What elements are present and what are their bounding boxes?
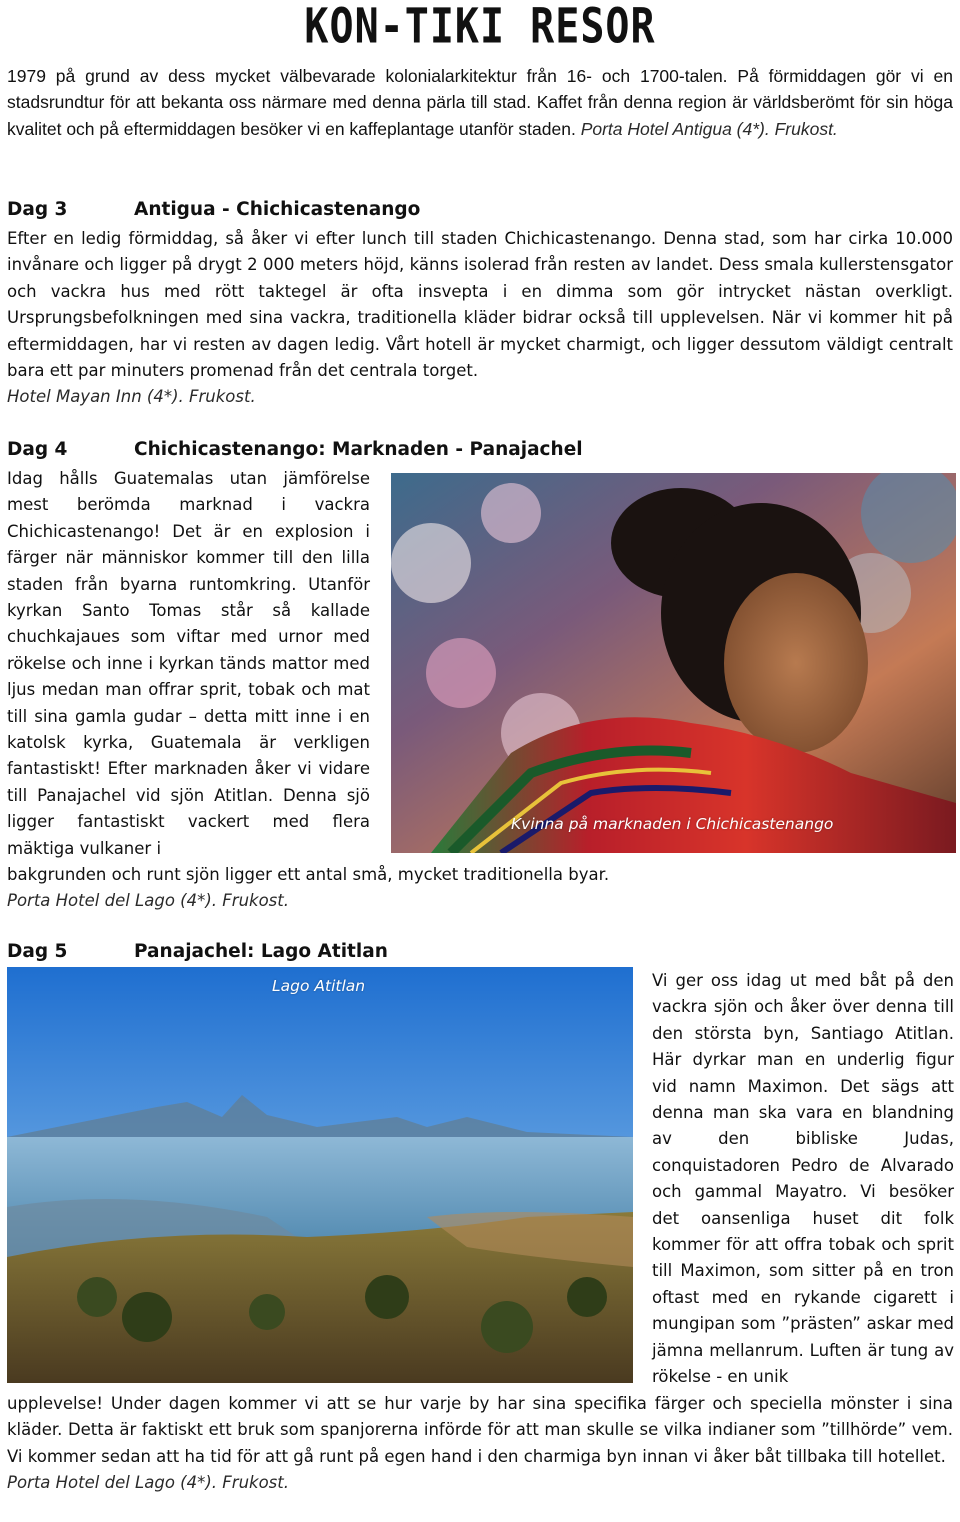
day4-heading — [7, 439, 583, 460]
lake-photo-caption: Lago Atitlan — [272, 977, 366, 995]
day4-hotel: Porta Hotel del Lago (4*). Frukost. — [7, 891, 289, 911]
day5-hotel: Porta Hotel del Lago (4*). Frukost. — [7, 1473, 289, 1493]
market-woman-image — [391, 473, 956, 853]
day3-label: Dag 3 — [7, 199, 68, 220]
brand-logo: KON-TIKI RESOR — [304, 0, 656, 55]
day3-hotel: Hotel Mayan Inn (4*). Frukost. — [7, 387, 256, 407]
intro-hotel: Porta Hotel Antigua (4*). Frukost. — [580, 118, 838, 139]
day5-heading — [7, 941, 388, 962]
day5-full-text: upplevelse! Under dagen kommer vi att se hur varje by har sina specifika färger och speciella mönster i sina kläder. Detta är faktiskt ett bruk som spanjorerna införde för att man skulle se vilka indianer som ”tillhörde” vem. Vi kommer sedan att ha tid för att gå runt på egen hand i den charmiga byn innan vi åker båt tillbaka till hotellet. Porta Hotel del Lago (4*). Frukost. — [7, 1394, 953, 1493]
market-photo-caption: Kvinna på marknaden i Chichicastenango — [511, 815, 834, 833]
day3-heading — [7, 199, 420, 220]
day4-title: Chichicastenango: Marknaden - Panajachel — [134, 439, 583, 460]
market-woman-photo — [391, 473, 956, 853]
intro-paragraph — [7, 63, 953, 142]
day5-title: Panajachel: Lago Atitlan — [134, 941, 388, 962]
day3-text: Efter en ledig förmiddag, så åker vi efter lunch till staden Chichicastenango. Denna stad, som har cirka 10.000 invånare och ligger på drygt 2 000 meters höjd, känns isolerad från resten av landet. Dess smala kullerstensgator och vackra hus med rött taktegel är ofta insvepta i en dimma som gör intrycket nästan overkligt. Ursprungsbefolkningen med sina vackra, traditionella kläder bidrar också till upplevelsen. När vi kommer hit på eftermiddagen, har vi resten av dagen ledig. Vårt hotell är mycket charmigt, och ligger dessutom väldigt centralt bara ett par minuters promenad från det centrala torget. — [7, 229, 953, 381]
day4-label: Dag 4 — [7, 439, 68, 460]
lake-atitlan-photo — [7, 967, 633, 1383]
lake-atitlan-image — [7, 967, 633, 1383]
day5-label: Dag 5 — [7, 941, 68, 962]
day3-paragraph — [7, 226, 953, 411]
intro-text: 1979 på grund av dess mycket välbevarade kolonialarkitektur från 16- och 1700-talen. På förmiddagen gör vi en stadsrundtur för att bekanta oss närmare med denna pärla till stad. Kaffet från denna region är världsberömt för sin höga kvalitet och på eftermiddagen besöker vi en kaffeplantage utanför staden. — [7, 66, 953, 139]
day3-title: Antigua - Chichicastenango — [134, 199, 421, 220]
day5-column-text: Vi ger oss idag ut med båt på den vackra sjön och åker över denna till den största byn, Santiago Atitlan. Här dyrkar man en underlig figur vid namn Maximon. Det sägs att denna man ska vara en blandning av den bibliske Judas, conquistadoren Pedro de Alvarado och gammal Mayatro. Vi besöker det oansenliga huset dit folk kommer för att offra tobak och sprit till Maximon, som sitter på en tron oftast med en rykande cigarett i mungipan som ”prästen” askar med jämna mellanrum. Luften är tung av rökelse - en unik — [652, 971, 954, 1387]
day4-full-text: bakgrunden och runt sjön ligger ett antal små, mycket traditionella byar. Porta Hotel del Lago (4*). Frukost. — [7, 865, 610, 911]
day4-column-text: Idag hålls Guatemalas utan jämförelse mest berömda marknad i vackra Chichicastenango! Det är en explosion i färger när människor kommer till den lilla staden från byarna runtomkring. Utanför kyrkan Santo Tomas står så kallade chuchkajaues som viftar med urnor med rökelse och inne i kyrkan tänds mattor med ljus medan man offrar sprit, tobak och mat till sina gamla gudar – detta mitt inne i en katolsk kyrka, Guatemala är verkligen fantastiskt! Efter marknaden åker vi vidare till Panajachel vid sjön Atitlan. Denna sjö ligger fantastiskt vackert med flera mäktiga vulkaner i — [7, 469, 370, 858]
